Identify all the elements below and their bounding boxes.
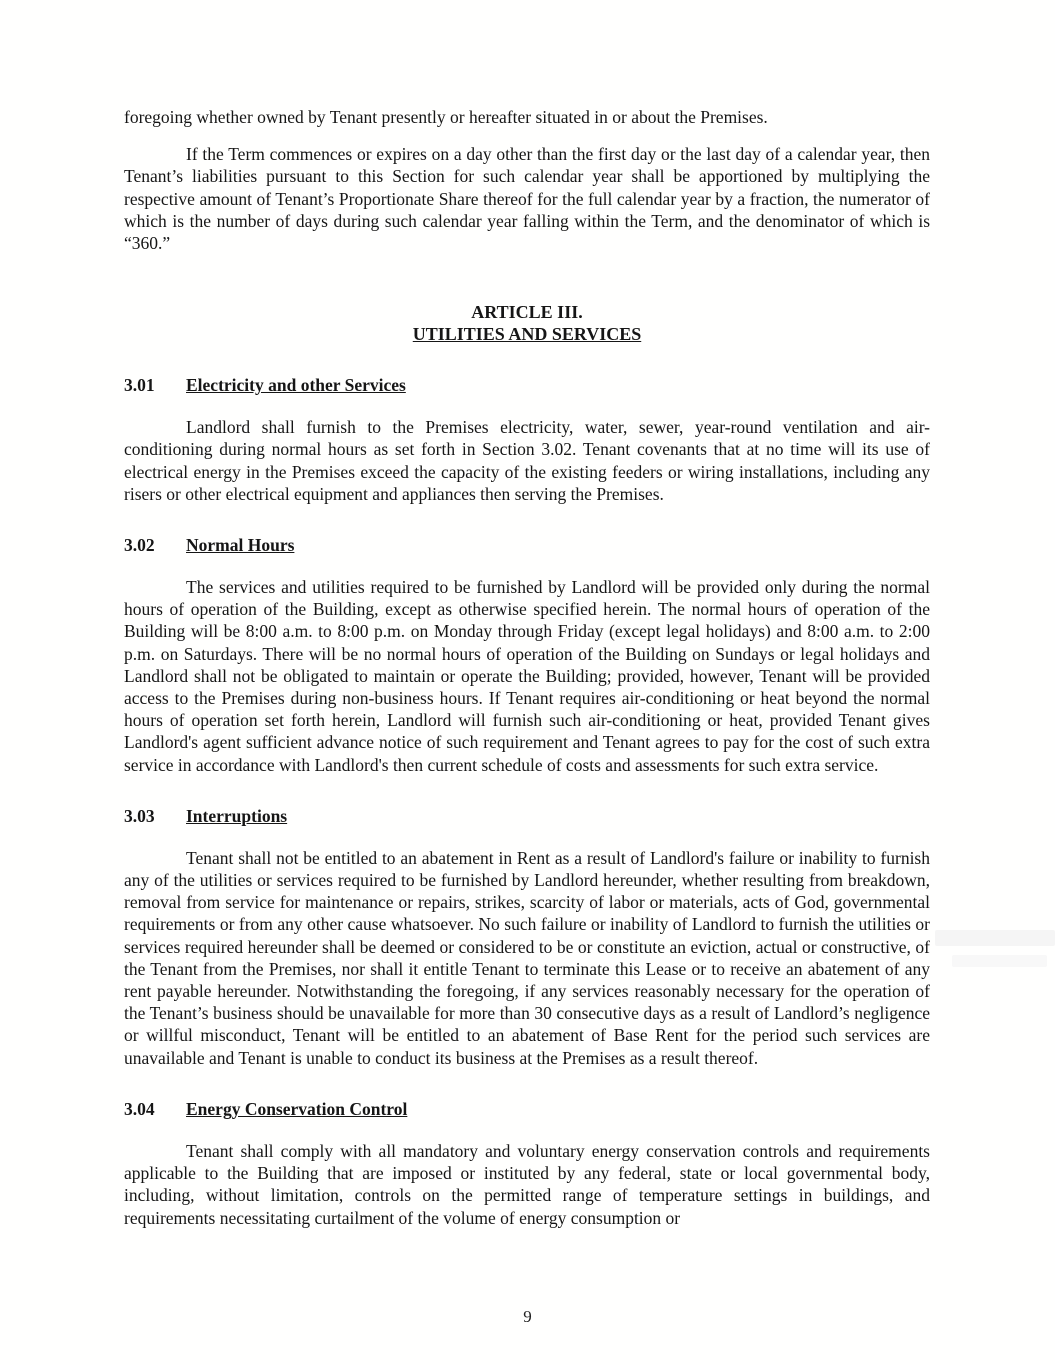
section-heading [124, 1098, 930, 1120]
section-heading [124, 534, 930, 556]
section-paragraph: Tenant shall comply with all mandatory and voluntary energy conservation controls and requirements applicable to the Building that are imposed or instituted by any federal, state or local governmental body, including, without limitation, controls on the permitted range of temperature settings in buildings, and requirements necessitating curtailment of the volume of energy consumption or [124, 1140, 930, 1228]
section-paragraph: Tenant shall not be entitled to an abatement in Rent as a result of Landlord's failure or inability to furnish any of the utilities or services required to be furnished by Landlord hereunder, whether resulting from breakdown, removal from service for maintenance or repairs, strikes, scarcity of labor or materials, acts of God, governmental requirements or from any other cause whatsoever. No such failure or inability of Landlord to furnish the utilities or services required hereunder shall be deemed or considered to be or constitute an eviction, actual or constructive, of the Tenant from the Premises, nor shall it entitle Tenant to terminate this Lease or to receive an abatement of any rent payable hereunder. Notwithstanding the foregoing, if any services reasonably necessary for the operation of the Tenant’s business should be unavailable for more than 30 consecutive days as a result of Landlord’s negligence or willful misconduct, Tenant will be entitled to an abatement of Base Rent for the period such services are unavailable and Tenant is unable to conduct its business at the Premises as a result thereof. [124, 847, 930, 1068]
section-number: 3.03 [124, 805, 155, 826]
article-heading [124, 301, 930, 345]
section-title: Electricity and other Services [186, 375, 406, 396]
section-3-02 [124, 534, 930, 776]
section-title: Normal Hours [186, 535, 295, 556]
section-heading [124, 805, 930, 827]
section-3-04 [124, 1098, 930, 1229]
section-3-03 [124, 805, 930, 1069]
section-title: Energy Conservation Control [186, 1098, 408, 1119]
section-paragraph: The services and utilities required to be furnished by Landlord will be provided only during the normal hours of operation of the Building, except as otherwise specified herein. The normal hours of operation of the Building will be 8:00 a.m. to 8:00 p.m. on Monday through Friday (except legal holidays) and 8:00 a.m. to 2:00 p.m. on Saturdays. There will be no normal hours of operation of the Building on Sundays or legal holidays and Landlord shall not be obligated to maintain or operate the Building; provided, however, Tenant will be provided access to the Premises during non-business hours. If Tenant requires air-conditioning or heat beyond the normal hours of operation set forth herein, Landlord will furnish such air-conditioning or heat, provided Tenant gives Landlord's agent sufficient advance notice of such requirement and Tenant agrees to pay for the cost of such extra service in accordance with Landlord's then current schedule of costs and assessments for such extra service. [124, 577, 930, 775]
section-number: 3.01 [124, 375, 155, 396]
page-number: 9 [523, 1307, 532, 1326]
scan-artifact [952, 955, 1047, 967]
paragraph-continuation: foregoing whether owned by Tenant presently or hereafter situated in or about the Premises. [124, 107, 768, 127]
paragraph-term-apportionment: If the Term commences or expires on a day other than the first day or the last day of a calendar year, then Tenant’s liabilities pursuant to this Section for such calendar year shall be apportioned by multiplying the respective amount of Tenant’s Proportionate Share thereof for the full calendar year by a fraction, the numerator of which is the number of days during such calendar year falling within the Term, and the denominator of which is “360.” [124, 144, 930, 254]
article-title: UTILITIES AND SERVICES [412, 324, 642, 345]
section-heading [124, 374, 930, 396]
article-number: ARTICLE III. [471, 302, 583, 323]
section-number: 3.04 [124, 1098, 155, 1119]
scan-artifact [935, 930, 1055, 946]
section-title: Interruptions [186, 805, 288, 826]
section-3-01 [124, 374, 930, 505]
section-number: 3.02 [124, 535, 155, 556]
section-paragraph: Landlord shall furnish to the Premises electricity, water, sewer, year-round ventilation and air-conditioning during normal hours as set forth in Section 3.02. Tenant covenants that at no time will its use of electrical energy in the Premises exceed the capacity of the existing feeders or wiring installations, including any risers or other electrical equipment and appliances then serving the Premises. [124, 417, 930, 504]
